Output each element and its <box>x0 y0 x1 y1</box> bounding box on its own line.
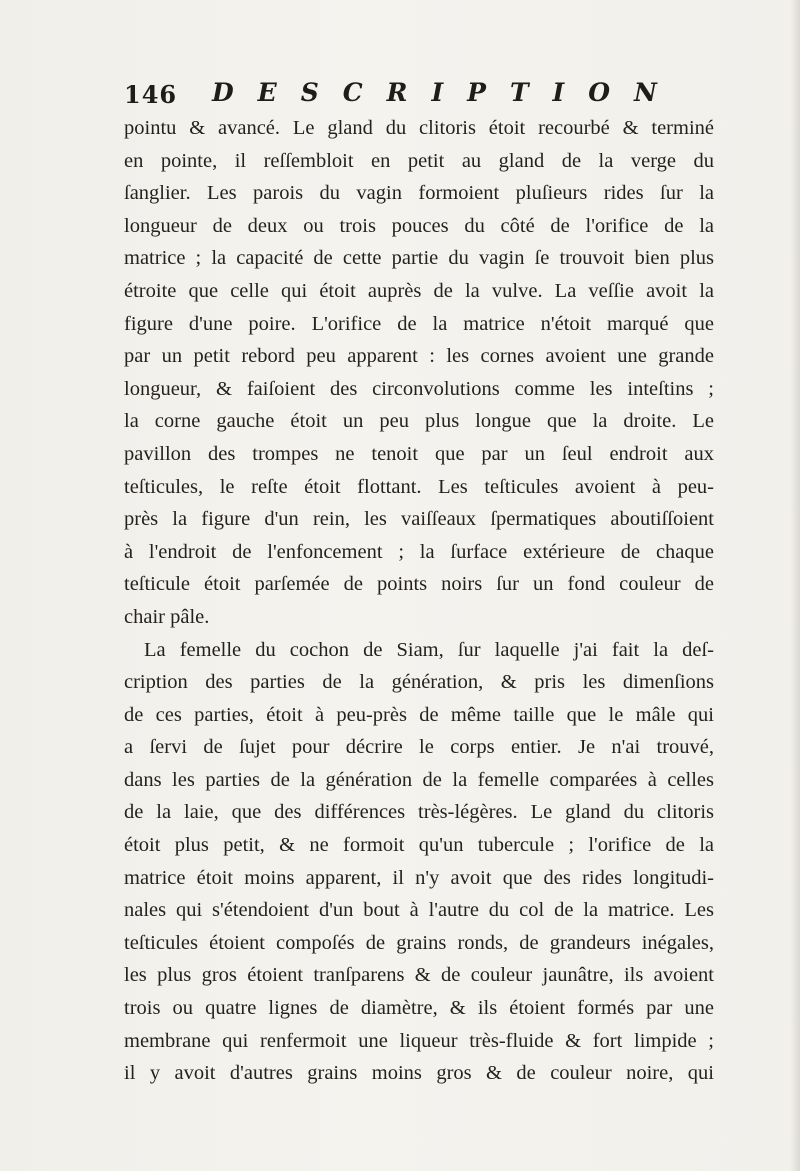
paragraph-1 <box>124 112 714 634</box>
text-line: matrice étoit moins apparent, il n'y avoit que des rides longitudi- <box>124 866 714 889</box>
page-edge-shadow <box>790 0 800 1171</box>
text-line: longueur, & faiſoient des circonvolutions comme les inteſtins ; <box>124 377 714 400</box>
text-line: les plus gros étoient tranſparens & de couleur jaunâtre, ils avoient <box>124 964 714 987</box>
text-line: chair pâle. <box>124 605 210 628</box>
text-line: de ces parties, étoit à peu-près de même taille que le mâle qui <box>124 703 714 726</box>
text-line: près la figure d'un rein, les vaiſſeaux ſpermatiques aboutiſſoient <box>124 508 714 531</box>
text-line: La femelle du cochon de Siam, ſur laquelle j'ai fait la deſ- <box>144 638 714 661</box>
text-line: figure d'une poire. L'orifice de la matrice n'étoit marqué que <box>124 312 714 335</box>
paragraph-2 <box>124 634 714 1090</box>
text-line: trois ou quatre lignes de diamètre, & ils étoient formés par une <box>124 997 714 1020</box>
text-line: pavillon des trompes ne tenoit que par un ſeul endroit aux <box>124 442 714 465</box>
text-line: teſticule étoit parſemée de points noirs ſur un fond couleur de <box>124 573 714 596</box>
text-line: de la laie, que des différences très-légères. Le gland du clitoris <box>124 801 714 824</box>
text-line: membrane qui renfermoit une liqueur très-fluide & fort limpide ; <box>124 1029 714 1052</box>
text-line: nales qui s'étendoient d'un bout à l'autre du col de la matrice. Les <box>124 899 714 922</box>
text-line: cription des parties de la génération, & pris les dimenſions <box>124 671 714 694</box>
text-line: étoit plus petit, & ne formoit qu'un tubercule ; l'orifice de la <box>124 834 714 857</box>
running-title: DESCRIPTION <box>212 78 681 107</box>
body-text <box>124 112 714 1090</box>
text-line: par un petit rebord peu apparent : les cornes avoient une grande <box>124 345 714 368</box>
text-line: il y avoit d'autres grains moins gros & de couleur noire, qui <box>124 1062 714 1085</box>
page-number: 146 <box>124 80 178 109</box>
text-line: ſanglier. Les parois du vagin formoient pluſieurs rides ſur la <box>124 182 714 205</box>
text-line: teſticules, le reſte étoit flottant. Les teſticules avoient à peu- <box>124 475 714 498</box>
text-line: la corne gauche étoit un peu plus longue que la droite. Le <box>124 410 714 433</box>
text-line: étroite que celle qui étoit auprès de la vulve. La veſſie avoit la <box>124 279 714 302</box>
text-line: matrice ; la capacité de cette partie du vagin ſe trouvoit bien plus <box>124 247 714 270</box>
page-header <box>124 78 724 114</box>
text-line: pointu & avancé. Le gland du clitoris étoit recourbé & terminé <box>124 117 714 139</box>
text-line: longueur de deux ou trois pouces du côté de l'orifice de la <box>124 214 714 237</box>
text-line: teſticules étoient compoſés de grains ronds, de grandeurs inégales, <box>124 931 714 954</box>
text-line: a ſervi de ſujet pour décrire le corps entier. Je n'ai trouvé, <box>124 736 714 759</box>
text-line: à l'endroit de l'enfoncement ; la ſurface extérieure de chaque <box>124 540 714 563</box>
text-line: en pointe, il reſſembloit en petit au gland de la verge du <box>124 149 714 172</box>
text-line: dans les parties de la génération de la femelle comparées à celles <box>124 768 714 791</box>
